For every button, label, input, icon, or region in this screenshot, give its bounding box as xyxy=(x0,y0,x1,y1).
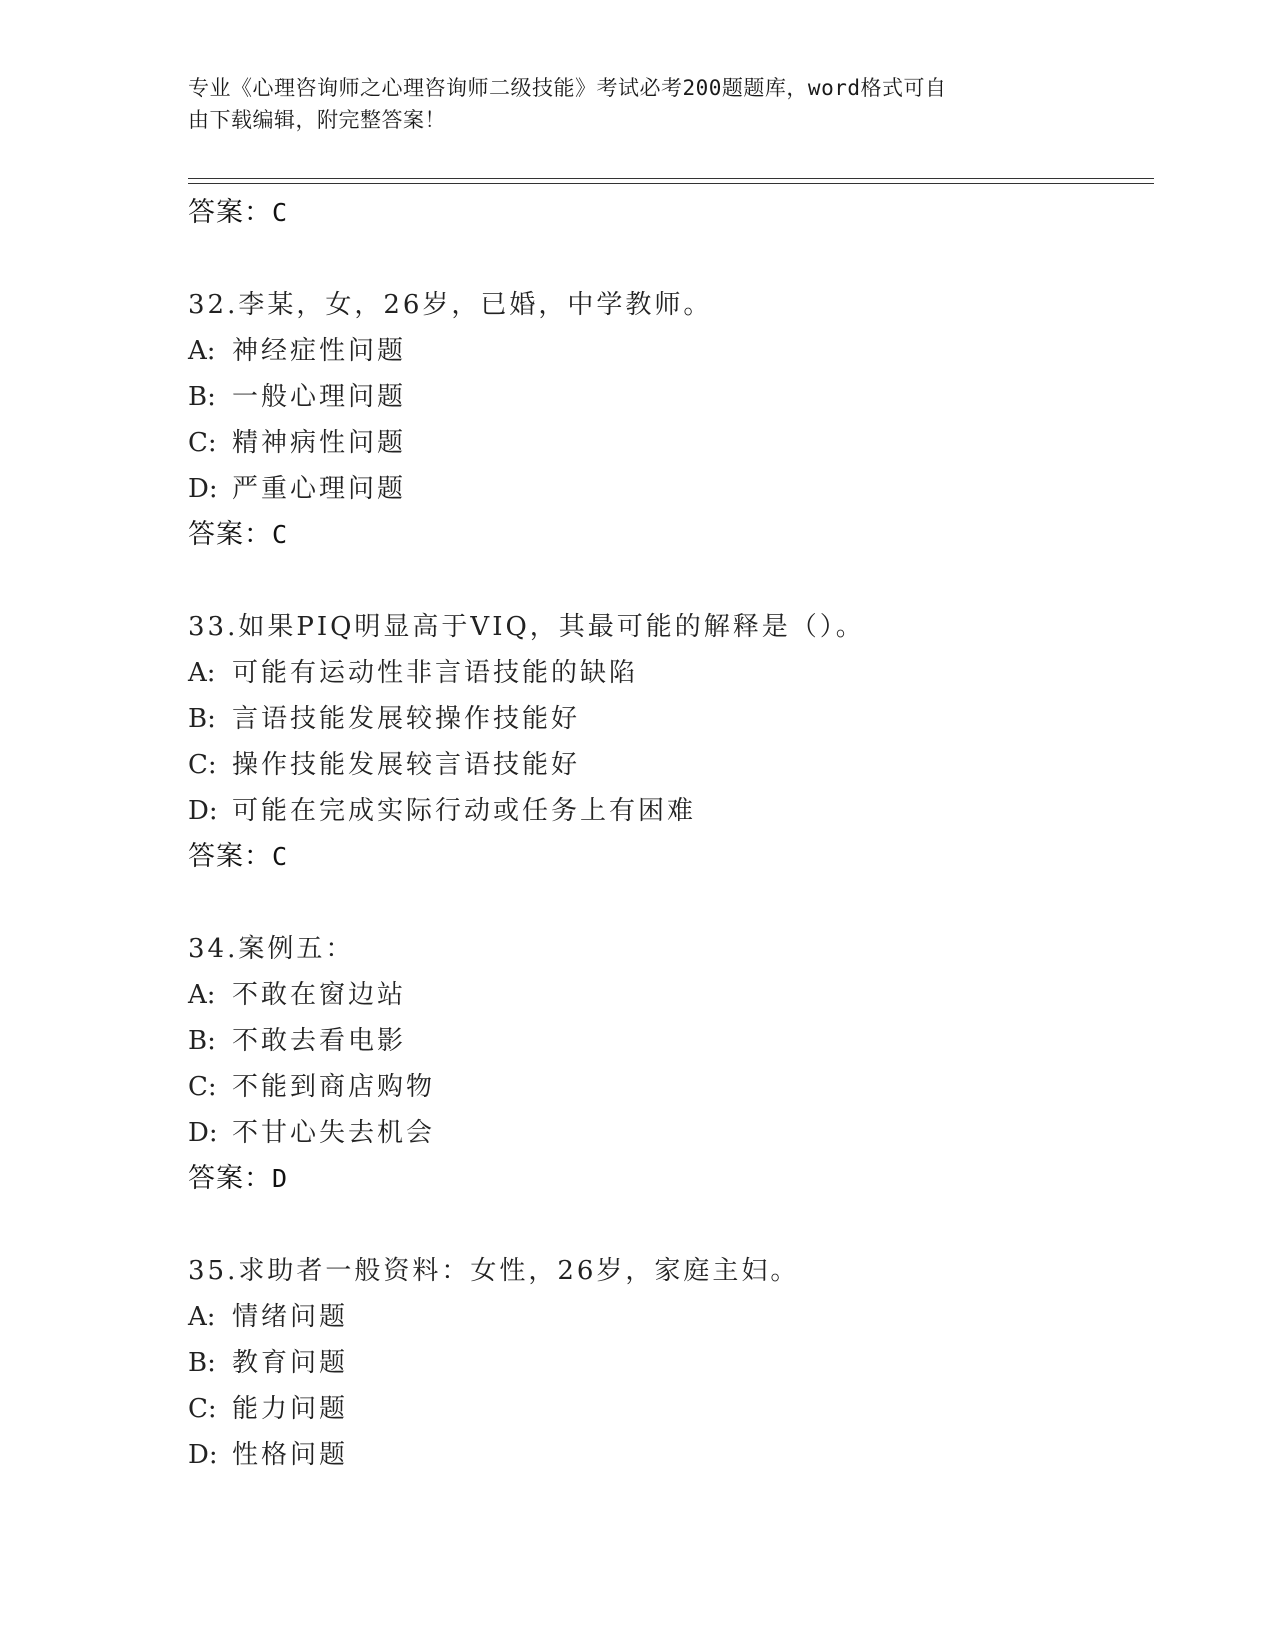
option-b xyxy=(188,696,1138,742)
option-text: 不敢去看电影 xyxy=(232,1026,407,1056)
question-text: 34.案例五： xyxy=(188,934,355,964)
answer-line xyxy=(188,512,1138,558)
option-c xyxy=(188,1386,1138,1432)
option-b xyxy=(188,1018,1138,1064)
option-letter: C: xyxy=(188,1072,217,1102)
option-c xyxy=(188,1064,1138,1110)
header-line-1: 专业《心理咨询师之心理咨询师二级技能》考试必考200题题库，word格式可自 xyxy=(188,76,947,100)
option-text: 可能有运动性非言语技能的缺陷 xyxy=(232,658,639,688)
question-list xyxy=(188,190,1138,1478)
option-letter: B: xyxy=(188,704,216,734)
spacer xyxy=(188,1202,1138,1248)
option-d xyxy=(188,1432,1138,1478)
header-line-2: 由下载编辑，附完整答案！ xyxy=(188,108,446,132)
option-text: 性格问题 xyxy=(232,1440,349,1470)
option-letter: A: xyxy=(188,658,216,688)
option-text: 可能在完成实际行动或任务上有困难 xyxy=(232,796,697,826)
question-text: 33.如果PIQ明显高于VIQ，其最可能的解释是（）。 xyxy=(188,612,865,642)
option-letter: C: xyxy=(188,1394,217,1424)
option-letter: A: xyxy=(188,336,216,366)
option-d xyxy=(188,788,1138,834)
option-letter: D: xyxy=(188,1118,218,1148)
option-text: 言语技能发展较操作技能好 xyxy=(232,704,581,734)
spacer xyxy=(188,558,1138,604)
answer-label: 答案： xyxy=(188,519,272,550)
header-divider-top xyxy=(188,178,1154,179)
option-letter: D: xyxy=(188,796,218,826)
option-d xyxy=(188,1110,1138,1156)
option-text: 能力问题 xyxy=(232,1394,349,1424)
option-a xyxy=(188,972,1138,1018)
option-text: 一般心理问题 xyxy=(232,382,407,412)
document-header xyxy=(188,72,1068,136)
option-text: 不敢在窗边站 xyxy=(232,980,407,1010)
answer-value: C xyxy=(272,198,289,227)
answer-label: 答案： xyxy=(188,1163,272,1194)
question-text: 32.李某，女，26岁，已婚，中学教师。 xyxy=(188,290,713,320)
option-text: 情绪问题 xyxy=(232,1302,349,1332)
option-a xyxy=(188,650,1138,696)
option-c xyxy=(188,742,1138,788)
option-letter: D: xyxy=(188,1440,218,1470)
option-b xyxy=(188,1340,1138,1386)
option-letter: C: xyxy=(188,750,217,780)
option-letter: B: xyxy=(188,1026,216,1056)
option-letter: A: xyxy=(188,980,216,1010)
answer-label: 答案： xyxy=(188,841,272,872)
option-letter: B: xyxy=(188,382,216,412)
option-text: 不甘心失去机会 xyxy=(232,1118,436,1148)
option-text: 教育问题 xyxy=(232,1348,349,1378)
option-letter: C: xyxy=(188,428,217,458)
option-a xyxy=(188,1294,1138,1340)
spacer xyxy=(188,236,1138,282)
option-d xyxy=(188,466,1138,512)
option-text: 操作技能发展较言语技能好 xyxy=(232,750,581,780)
option-letter: D: xyxy=(188,474,218,504)
option-text: 不能到商店购物 xyxy=(232,1072,436,1102)
option-c xyxy=(188,420,1138,466)
answer-line xyxy=(188,834,1138,880)
answer-value: C xyxy=(272,842,289,871)
option-letter: B: xyxy=(188,1348,216,1378)
answer-label: 答案： xyxy=(188,197,272,228)
option-text: 神经症性问题 xyxy=(232,336,407,366)
header-divider-bottom xyxy=(188,183,1154,184)
option-text: 严重心理问题 xyxy=(232,474,407,504)
answer-line xyxy=(188,1156,1138,1202)
answer-value: C xyxy=(272,520,289,549)
spacer xyxy=(188,880,1138,926)
answer-line xyxy=(188,190,1138,236)
option-letter: A: xyxy=(188,1302,216,1332)
option-text: 精神病性问题 xyxy=(232,428,407,458)
option-b xyxy=(188,374,1138,420)
option-a xyxy=(188,328,1138,374)
answer-value: D xyxy=(272,1164,289,1193)
question-text: 35.求助者一般资料：女性，26岁，家庭主妇。 xyxy=(188,1256,800,1286)
